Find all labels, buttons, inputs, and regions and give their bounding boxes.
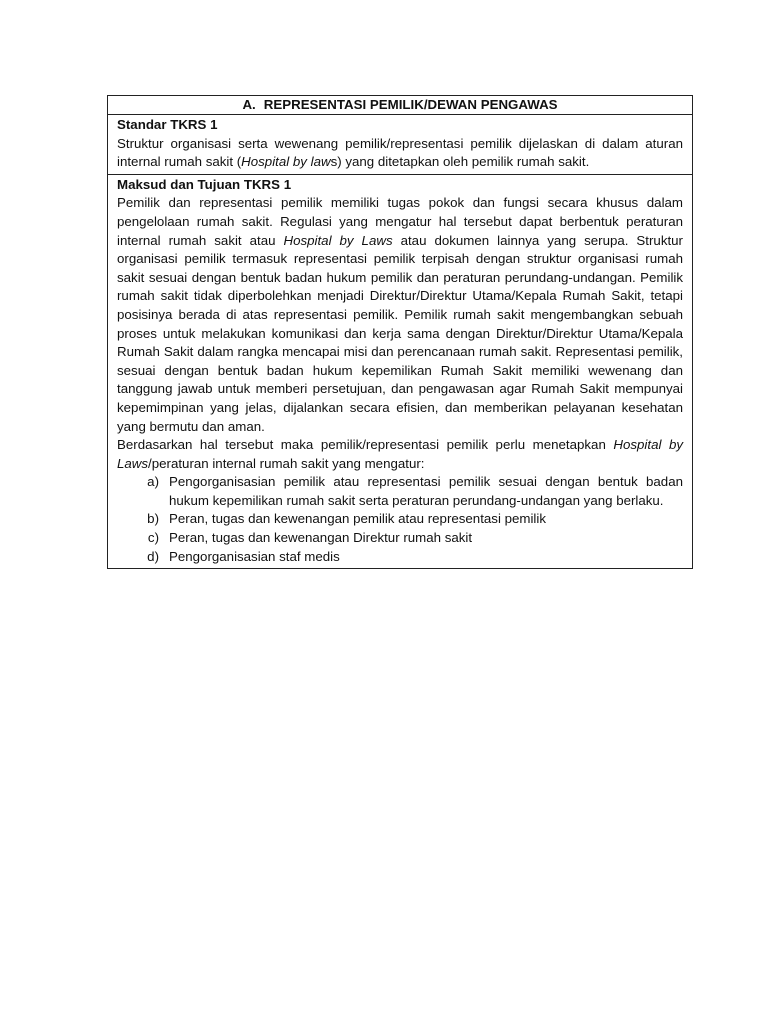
purpose-p2-italic: Hospital by Laws xyxy=(117,437,683,471)
purpose-p1-before: Pemilik dan representasi pemilik memiliki tugas pokok dan fungsi secara khusus dalam pengelolaan rumah sakit. Regulasi yang mengatur hal tersebut dapat berbentuk peraturan internal rumah sakit atau xyxy=(117,195,683,248)
section-number: A. xyxy=(242,97,256,112)
list-item-marker: c) xyxy=(147,530,159,546)
list-item-text: Peran, tugas dan kewenangan pemilik atau representasi pemilik xyxy=(169,511,546,527)
section-title-row xyxy=(108,96,692,115)
purpose-p2-after: /peraturan internal rumah sakit yang mengatur: xyxy=(148,455,425,471)
purpose-paragraph-2 xyxy=(117,436,683,473)
list-item-marker: d) xyxy=(147,548,159,564)
standard-text xyxy=(117,135,683,172)
standard-text-before: Struktur organisasi serta wewenang pemilik/representasi pemilik dijelaskan di dalam aturan internal rumah sakit ( xyxy=(117,135,683,170)
standard-text-italic: Hospital by law xyxy=(241,154,331,170)
list-item-text: Peran, tugas dan kewenangan Direktur rumah sakit xyxy=(169,530,473,546)
list-item-text: Pengorganisasian staf medis xyxy=(169,548,340,564)
purpose-p2-before: Berdasarkan hal tersebut maka pemilik/representasi pemilik perlu menetapkan xyxy=(117,437,614,453)
list-item xyxy=(117,473,683,510)
purpose-p1-italic: Hospital by Laws xyxy=(283,232,393,248)
standard-text-after: s) yang ditetapkan oleh pemilik rumah sakit. xyxy=(330,154,590,170)
purpose-heading: Maksud dan Tujuan TKRS 1 xyxy=(117,176,292,192)
list-item-text: Pengorganisasian pemilik atau representasi pemilik sesuai dengan bentuk badan hukum kepemilikan rumah sakit serta peraturan perundang-undangan yang berlaku. xyxy=(169,474,683,508)
list-item-marker: b) xyxy=(147,511,159,527)
list-item xyxy=(117,529,683,548)
standard-row xyxy=(108,115,692,175)
standard-heading: Standar TKRS 1 xyxy=(117,117,218,132)
purpose-row xyxy=(108,175,692,568)
requirements-list xyxy=(117,473,683,566)
section-title: REPRESENTASI PEMILIK/DEWAN PENGAWAS xyxy=(263,97,558,112)
document-table xyxy=(107,95,693,569)
purpose-paragraph-1 xyxy=(117,194,683,436)
list-item xyxy=(117,510,683,529)
list-item xyxy=(117,548,683,567)
list-item-marker: a) xyxy=(147,474,159,490)
purpose-p1-after: atau dokumen lainnya yang serupa. Struktur organisasi pemilik termasuk representasi pemilik terpisah dengan struktur organisasi rumah sakit sesuai dengan bentuk badan hukum pemilik dan peraturan perundang-undangan. Pemilik rumah sakit tidak diperbolehkan menjadi Direktur/Direktur Utama/Kepala Rumah Sakit, tetapi posisinya berada di atas representasi pemilik. Pemilik rumah sakit mengembangkan sebuah proses untuk melakukan komunikasi dan kerja sama dengan Direktur/Direktur Utama/Kepala Rumah Sakit dalam rangka mencapai misi dan perencanaan rumah sakit. Representasi pemilik, sesuai dengan bentuk badan hukum kepemilikan Rumah Sakit memiliki wewenang dan tanggung jawab untuk memberi persetujuan, dan pengawasan agar Rumah Sakit mempunyai kepemimpinan yang jelas, dijalankan secara efisien, dan memberikan pelayanan kesehatan yang bermutu dan aman. xyxy=(117,232,683,434)
